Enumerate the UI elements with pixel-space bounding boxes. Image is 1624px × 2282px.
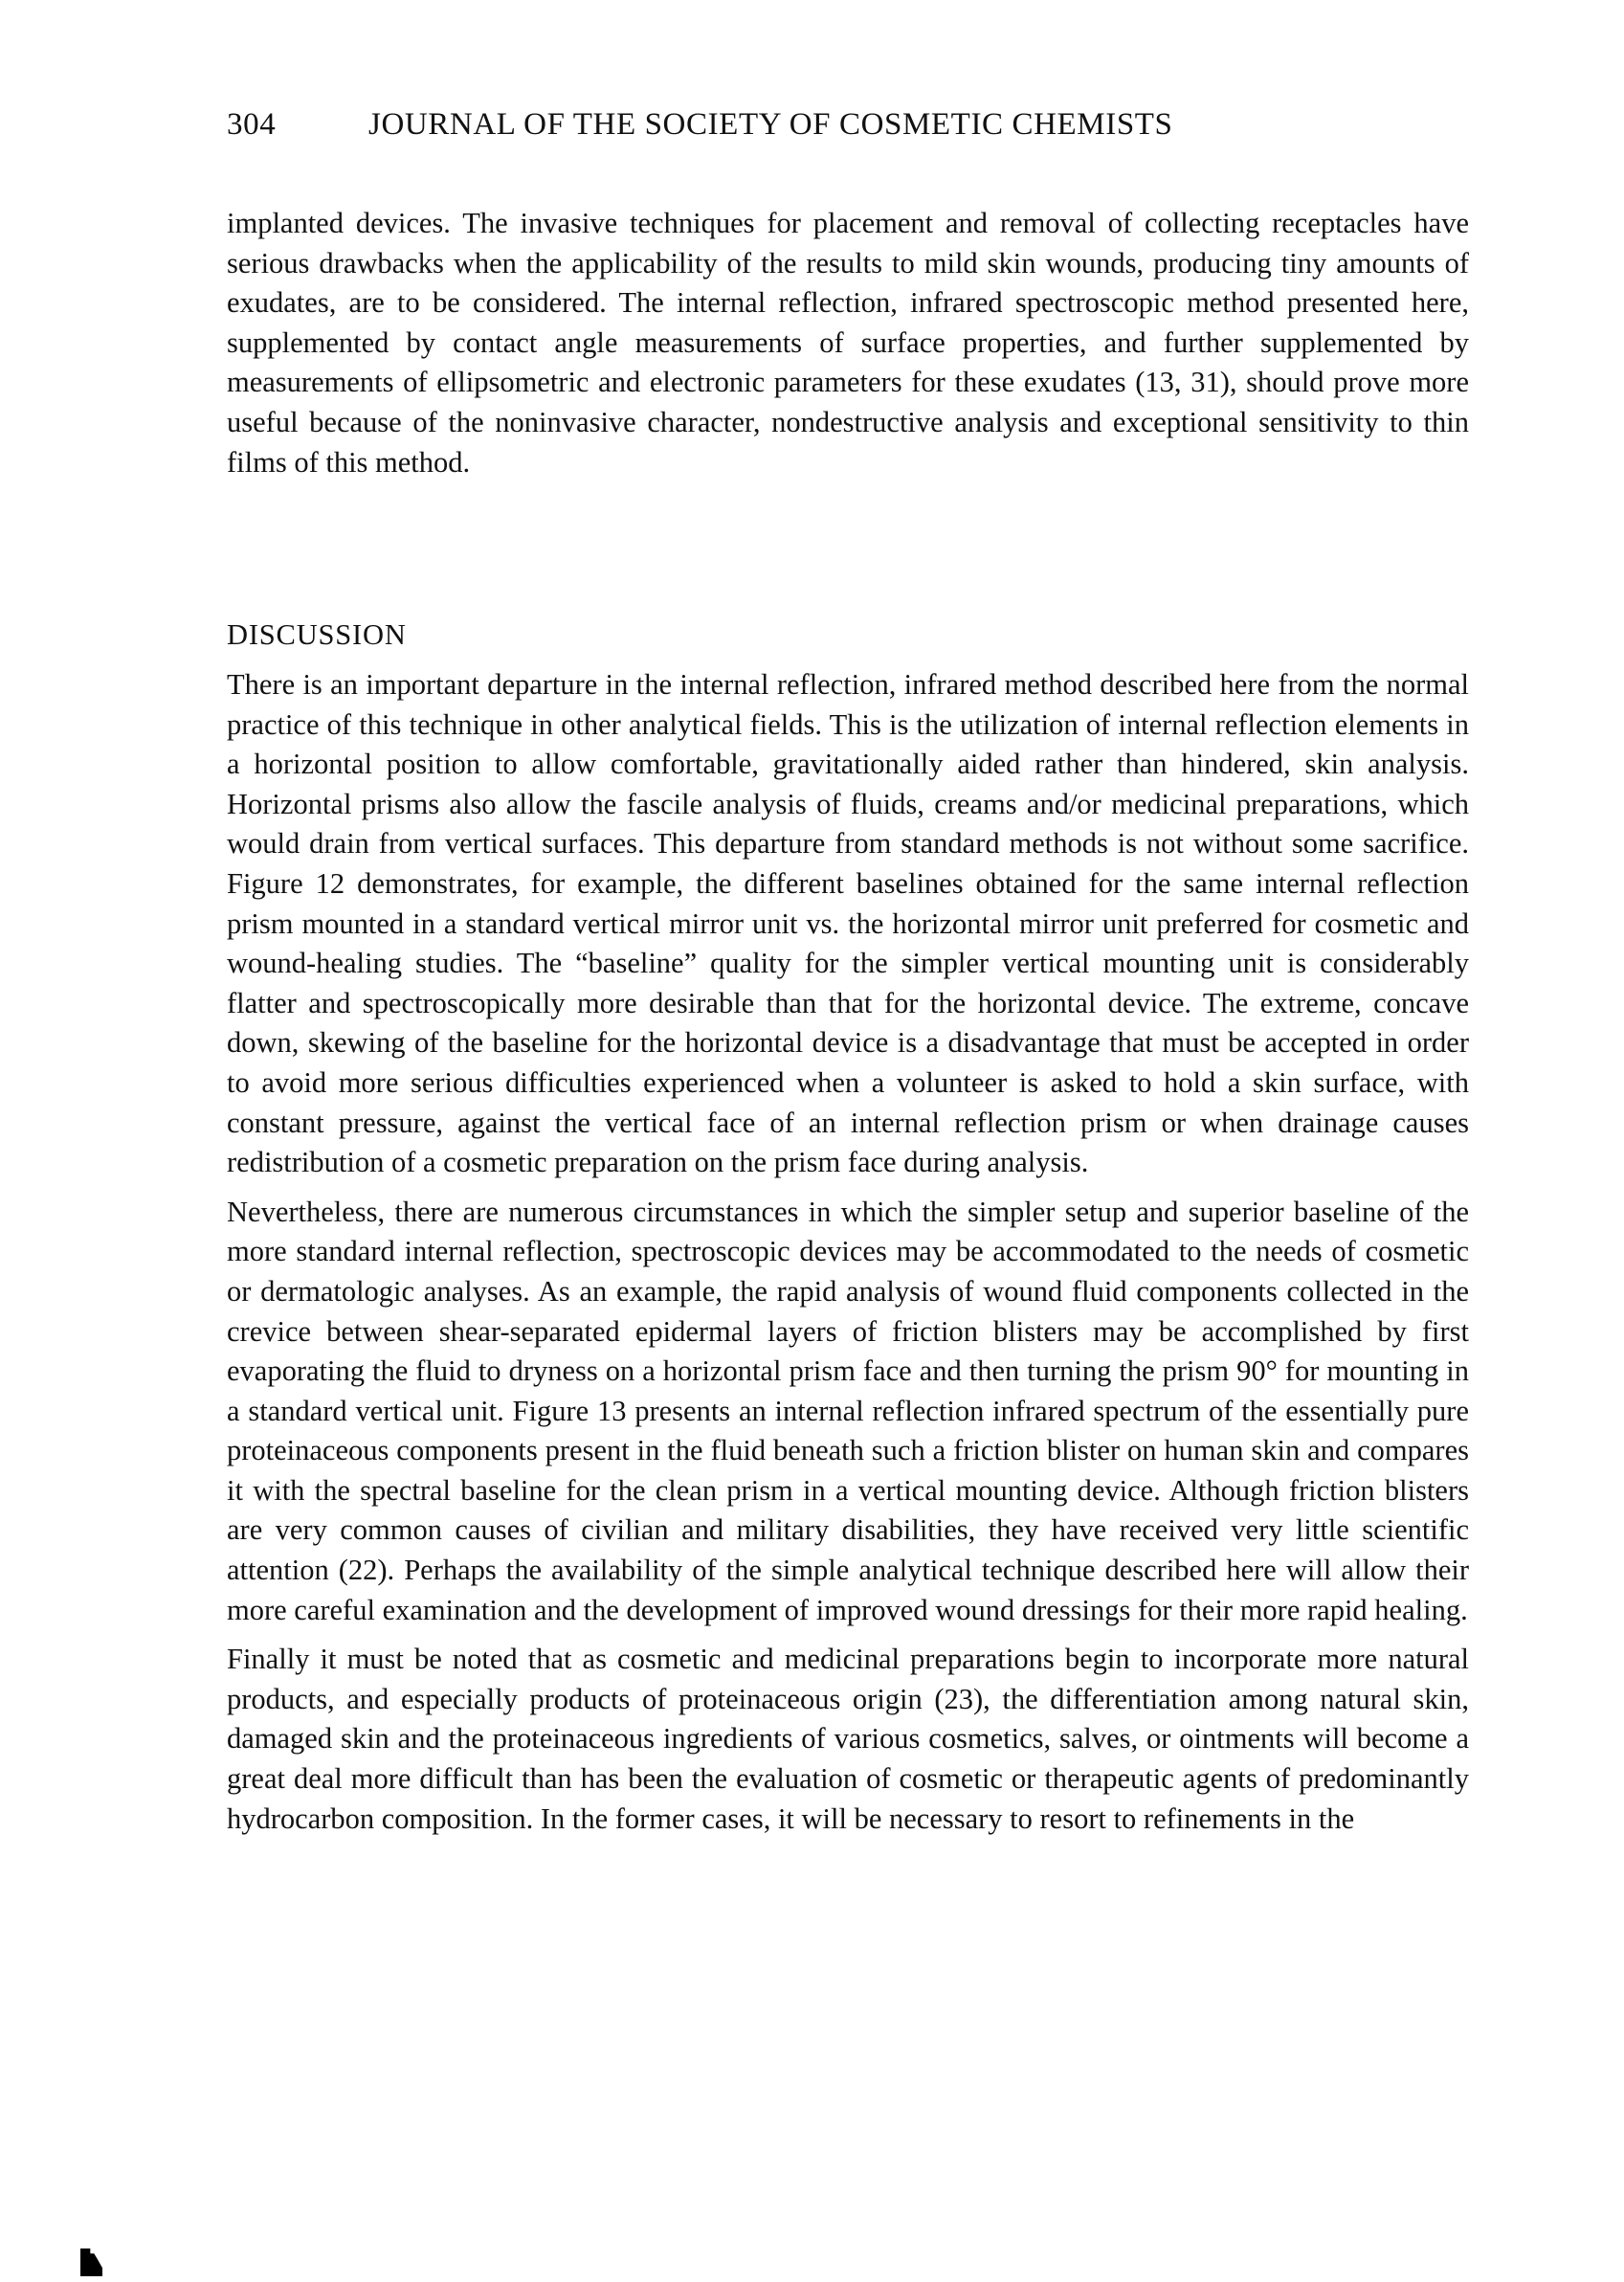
scan-corner-mark [80, 2248, 102, 2276]
running-head [227, 107, 1471, 143]
journal-title: JOURNAL OF THE SOCIETY OF COSMETIC CHEMISTS [368, 107, 1173, 142]
discussion-paragraph-3: Finally it must be noted that as cosmetic and medicinal preparations begin to incorporate more natural products, and especially products of proteinaceous origin (23), the differentiation among natural skin, damaged skin and the proteinaceous ingredients of various cosmetics, salves, or ointments will become a great deal more difficult than has been the evaluation of cosmetic or therapeutic agents of predominantly hydrocarbon composition. In the former cases, it will be necessary to resort to refinements in the [227, 1643, 1469, 1835]
intro-section [227, 204, 1469, 482]
section-heading-discussion: DISCUSSION [227, 618, 407, 651]
page-number: 304 [227, 107, 277, 142]
discussion-paragraph-2: Nevertheless, there are numerous circumstances in which the simpler setup and superior baseline of the more standard internal reflection, spectroscopic devices may be accommodated to the needs of cosmetic or dermatologic analyses. As an example, the rapid analysis of wound fluid components collected in the crevice between shear-separated epidermal layers of friction blisters may be accomplished by first evaporating the fluid to dryness on a horizontal prism face and then turning the prism 90° for mounting in a standard vertical unit. Figure 13 presents an internal reflection infrared spectrum of the essentially pure proteinaceous components present in the fluid beneath such a friction blister on human skin and compares it with the spectral baseline for the clean prism in a vertical mounting device. Although friction blisters are very common causes of civilian and military disabilities, they have received very little scientific attention (22). Perhaps the availability of the simple analytical technique described here will allow their more careful examination and the development of improved wound dressings for their more rapid healing. [227, 1195, 1469, 1626]
intro-paragraph: implanted devices. The invasive techniques for placement and removal of collecting receptacles have serious drawbacks when the applicability of the results to mild skin wounds, producing tiny amounts of exudates, are to be considered. The internal reflection, infrared spectroscopic method presented here, supplemented by contact angle measurements of surface properties, and further supplemented by measurements of ellipsometric and electronic parameters for these exudates (13, 31), should prove more useful because of the noninvasive character, nondestructive analysis and exceptional sensitivity to thin films of this method. [227, 207, 1469, 479]
discussion-paragraph-1: There is an important departure in the internal reflection, infrared method described here from the normal practice of this technique in other analytical fields. This is the utilization of internal reflection elements in a horizontal position to allow comfortable, gravitationally aided rather than hindered, skin analysis. Horizontal prisms also allow the fascile analysis of fluids, creams and/or medicinal preparations, which would drain from vertical surfaces. This departure from standard methods is not without some sacrifice. Figure 12 demonstrates, for example, the different baselines obtained for the same internal reflection prism mounted in a standard vertical mirror unit vs. the horizontal mirror unit preferred for cosmetic and wound-healing studies. The “baseline” quality for the simpler vertical mounting unit is considerably flatter and spectroscopically more desirable than that for the horizontal device. The extreme, concave down, skewing of the baseline for the horizontal device is a disadvantage that must be accepted in order to avoid more serious difficulties experienced when a volunteer is asked to hold a skin surface, with constant pressure, against the vertical face of an internal reflection prism or when drainage causes redistribution of a cosmetic preparation on the prism face during analysis. [227, 668, 1469, 1179]
discussion-section [227, 665, 1469, 1839]
